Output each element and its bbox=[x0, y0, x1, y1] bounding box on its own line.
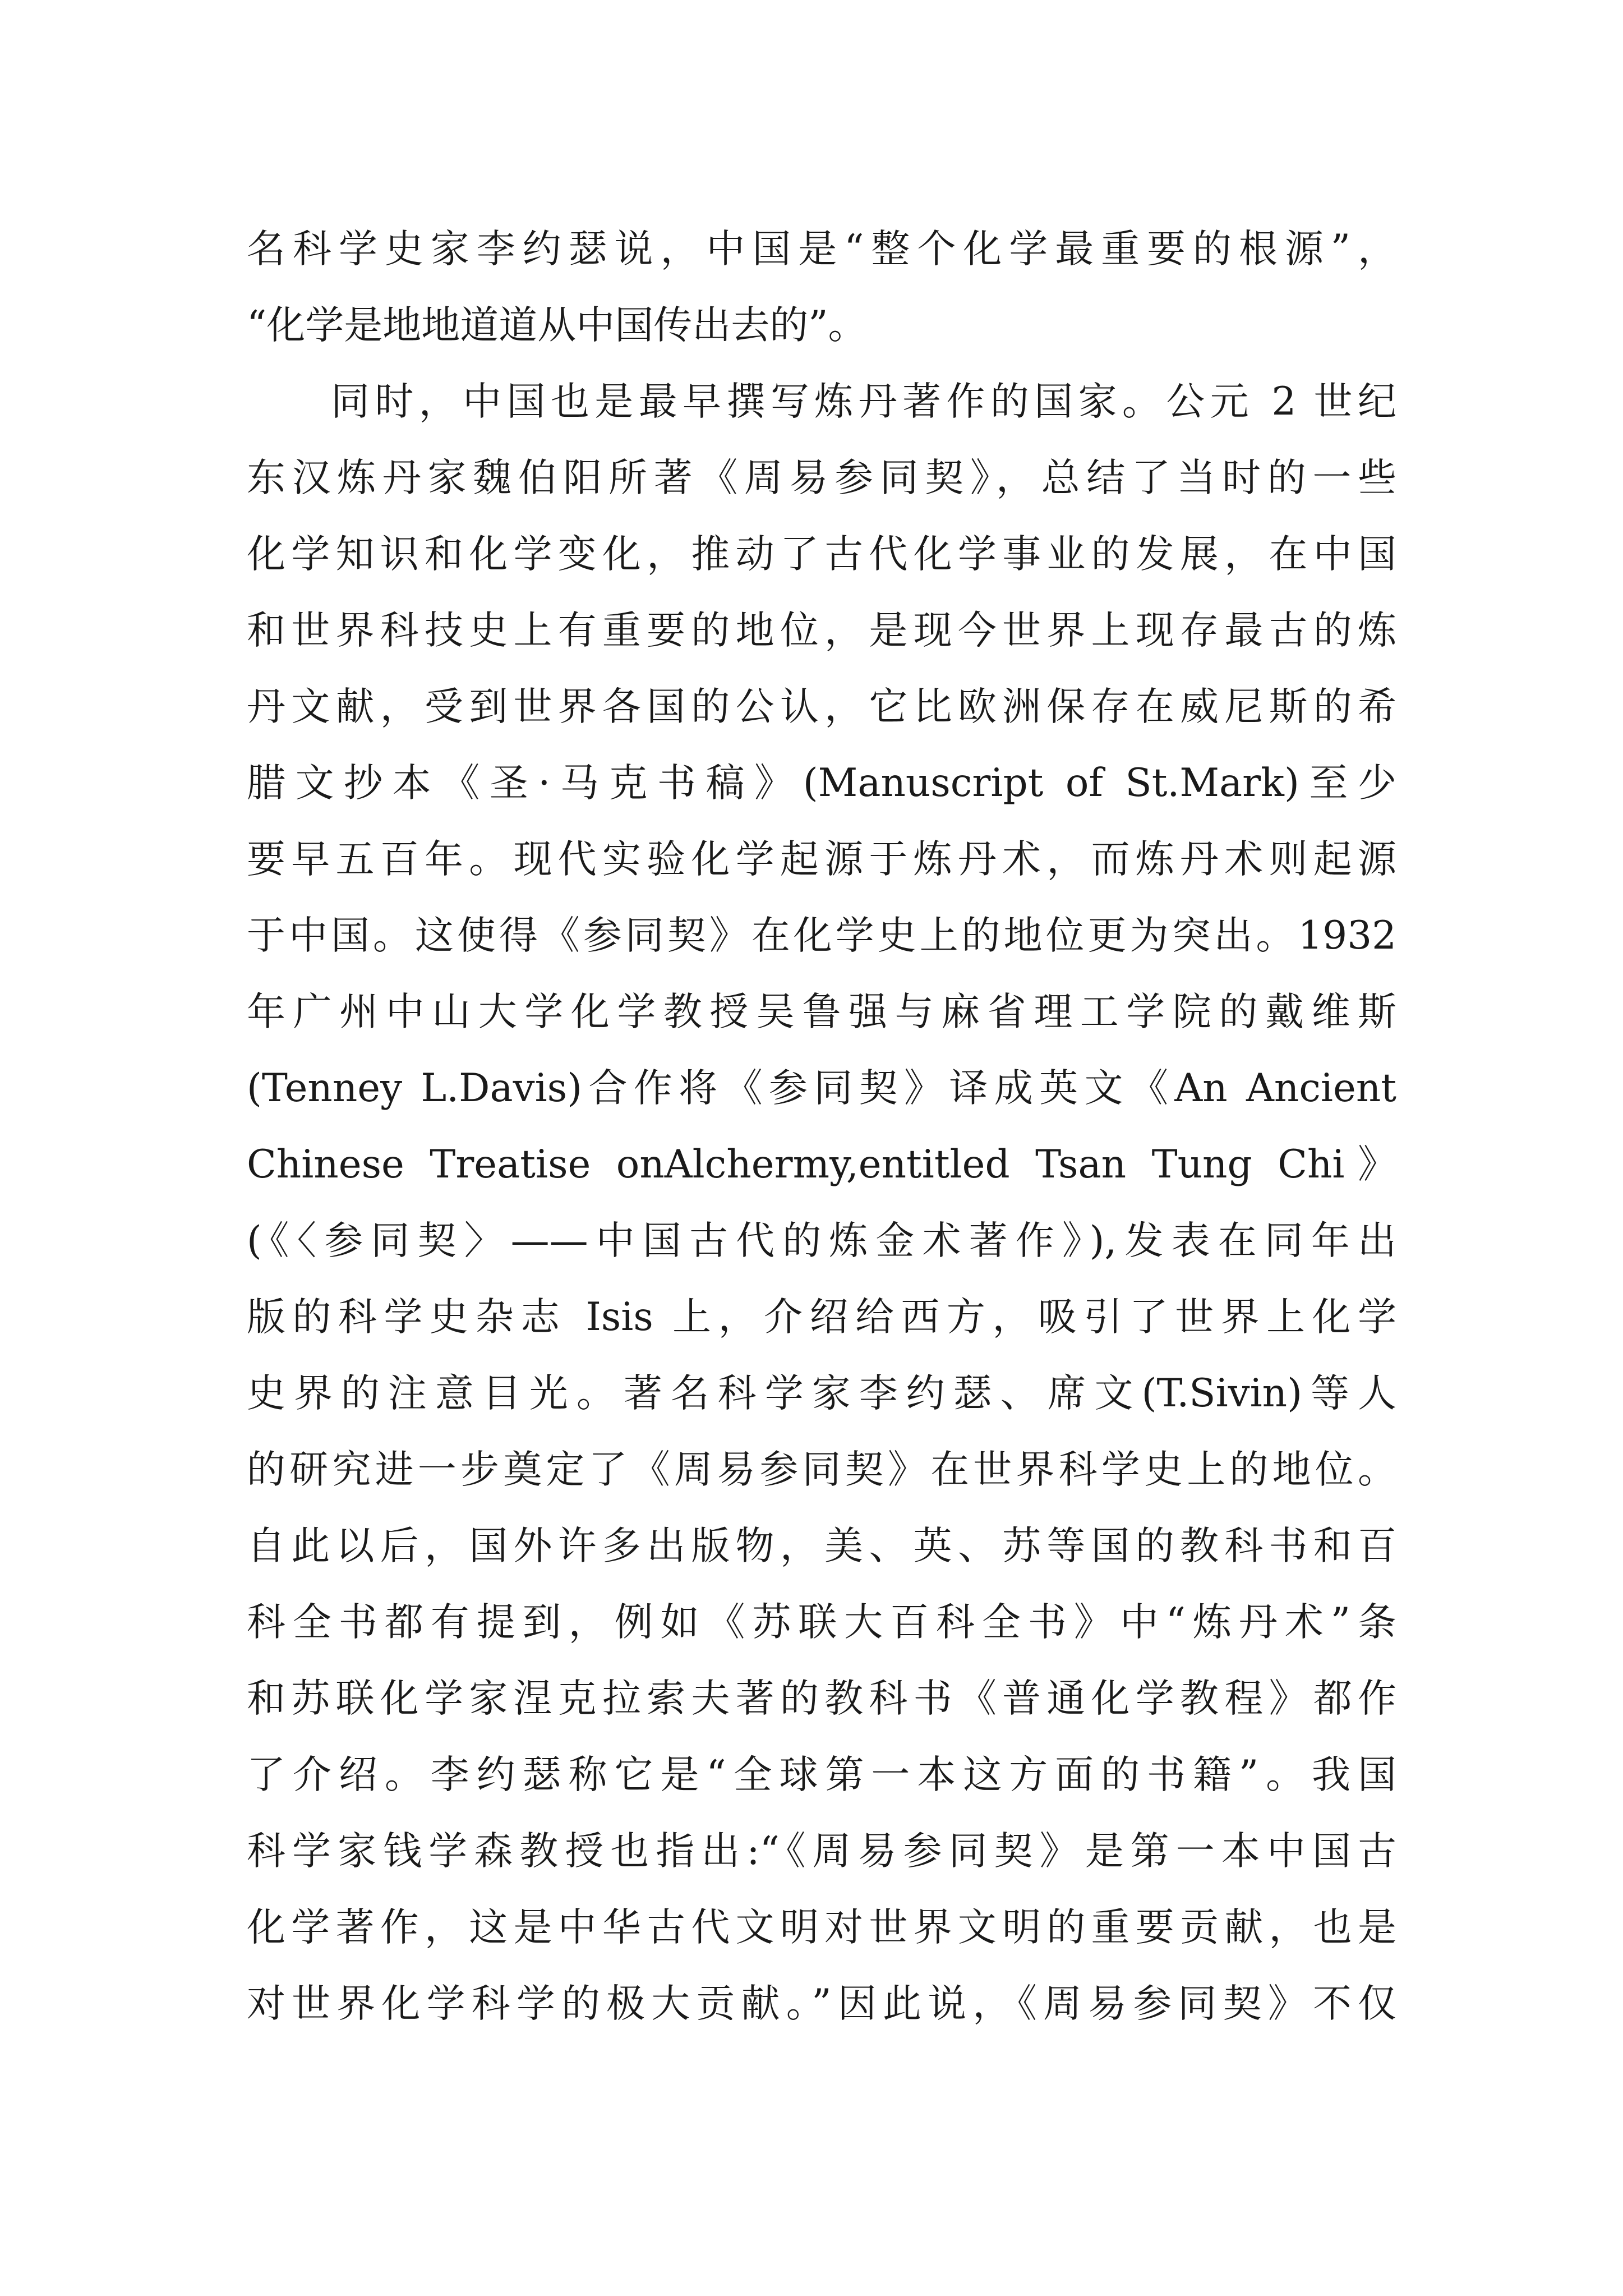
text-line: 于中国。这使得《参同契》在化学史上的地位更为突出。1932 bbox=[247, 913, 1396, 958]
text-line: 自此以后，国外许多出版物，美、英、苏等国的教科书和百 bbox=[247, 1524, 1396, 1568]
text-line: 对世界化学科学的极大贡献。”因此说，《周易参同契》不仅 bbox=[247, 1981, 1396, 2026]
text-line: 腊文抄本《圣·马克书稿》(Manuscript of St.Mark)至少 bbox=[247, 761, 1396, 806]
text-line: “化学是地地道道从中国传出去的”。 bbox=[247, 303, 867, 348]
text-line: 和世界科技史上有重要的地位，是现今世界上现存最古的炼 bbox=[247, 608, 1396, 653]
text-line: 史界的注意目光。著名科学家李约瑟、席文(T.Sivin)等人 bbox=[247, 1371, 1396, 1416]
text-line: 版的科学史杂志 Isis 上，介绍给西方，吸引了世界上化学 bbox=[247, 1295, 1396, 1340]
text-line: 的研究进一步奠定了《周易参同契》在世界科学史上的地位。 bbox=[247, 1447, 1396, 1492]
text-line: 化学著作，这是中华古代文明对世界文明的重要贡献，也是 bbox=[247, 1905, 1396, 1950]
text-line: 东汉炼丹家魏伯阳所著《周易参同契》，总结了当时的一些 bbox=[247, 455, 1396, 500]
text-line: Chinese Treatise onAlchermy,entitled Tsan Tung Chi》 bbox=[247, 1142, 1396, 1187]
text-line: 了介绍。李约瑟称它是“全球第一本这方面的书籍”。我国 bbox=[247, 1752, 1396, 1797]
text-line: 科全书都有提到，例如《苏联大百科全书》中“炼丹术”条 bbox=[247, 1600, 1396, 1645]
text-line: 和苏联化学家涅克拉索夫著的教科书《普通化学教程》都作 bbox=[247, 1676, 1396, 1721]
text-line: 名科学史家李约瑟说，中国是“整个化学最重要的根源”， bbox=[247, 227, 1396, 272]
body-text bbox=[247, 211, 1396, 2042]
text-line: 丹文献，受到世界各国的公认，它比欧洲保存在威尼斯的希 bbox=[247, 684, 1396, 729]
text-line: 同时，中国也是最早撰写炼丹著作的国家。公元 2 世纪 bbox=[331, 379, 1396, 424]
text-line: 年广州中山大学化学教授吴鲁强与麻省理工学院的戴维斯 bbox=[247, 990, 1396, 1034]
text-line: 科学家钱学森教授也指出:“《周易参同契》是第一本中国古 bbox=[247, 1829, 1396, 1874]
text-line: 要早五百年。现代实验化学起源于炼丹术，而炼丹术则起源 bbox=[247, 837, 1396, 882]
text-line: (Tenney L.Davis)合作将《参同契》译成英文《An Ancient bbox=[247, 1066, 1396, 1111]
text-line: (《〈参同契〉——中国古代的炼金术著作》),发表在同年出 bbox=[247, 1218, 1396, 1263]
text-line: 化学知识和化学变化，推动了古代化学事业的发展，在中国 bbox=[247, 532, 1396, 577]
